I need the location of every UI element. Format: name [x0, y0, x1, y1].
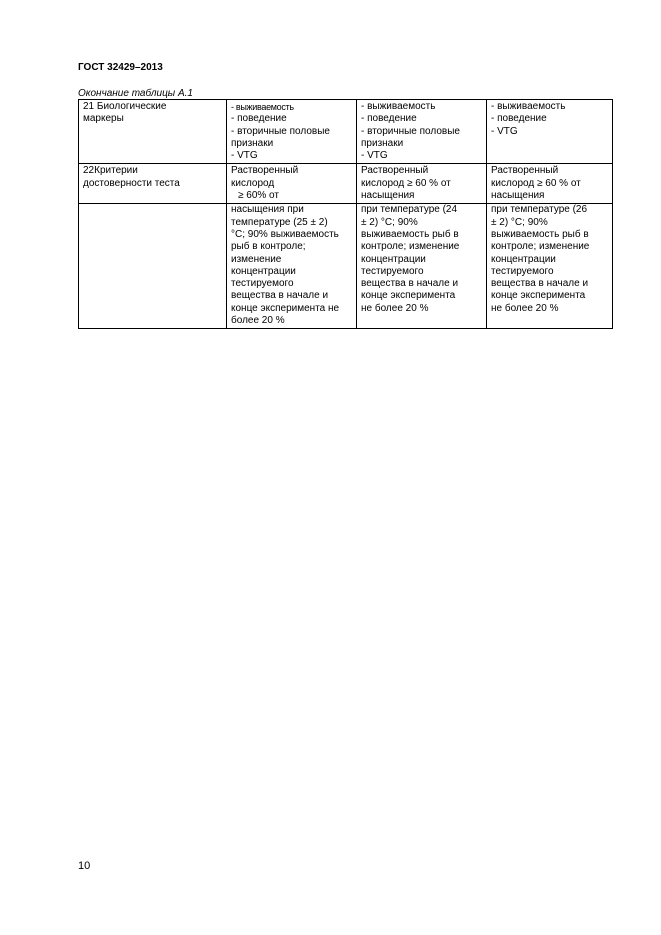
cell-line: - выживаемость	[231, 102, 294, 112]
cell-line: - VTG	[491, 125, 518, 137]
cell-line: 21 Биологические	[83, 101, 167, 112]
cell-line: - поведение	[361, 113, 417, 125]
cell-line: Растворенный	[361, 165, 429, 177]
cell-line: конце эксперимента	[491, 290, 586, 302]
table-row	[79, 164, 613, 204]
cell-line: 22Критерии	[83, 165, 138, 177]
table-cell	[487, 100, 613, 164]
cell-line: ± 2) °С; 90%	[361, 216, 418, 228]
cell-line: при температуре (26	[491, 204, 588, 216]
document-code: ГОСТ 32429–2013	[78, 62, 163, 73]
table-cell	[227, 100, 357, 164]
cell-line: маркеры	[83, 113, 124, 125]
cell-line: - VTG	[361, 150, 388, 162]
cell-line: насыщения	[361, 190, 415, 202]
cell-line: рыб в контроле;	[231, 241, 306, 253]
cell-line: - поведение	[491, 113, 547, 125]
cell-line: не более 20 %	[491, 302, 559, 314]
cell-line: изменение	[231, 253, 282, 265]
cell-line: кислород	[231, 177, 275, 189]
cell-line: не более 20 %	[361, 302, 429, 314]
cell-line: - выживаемость	[361, 101, 436, 112]
cell-line: - вторичные половые	[361, 125, 460, 137]
cell-line: ± 2) °С; 90%	[491, 216, 548, 228]
cell-line: контроле; изменение	[491, 241, 590, 253]
cell-line: более 20 %	[231, 315, 285, 327]
row-label-cell	[79, 100, 227, 164]
cell-line: контроле; изменение	[361, 241, 460, 253]
spec-table	[78, 99, 613, 329]
cell-line: достоверности теста	[83, 177, 180, 189]
cell-line: концентрации	[491, 253, 556, 265]
cell-line: признаки	[231, 137, 274, 149]
table-cell	[357, 204, 487, 329]
cell-line: ≥ 60% от	[238, 190, 279, 202]
page-number: 10	[78, 860, 91, 872]
cell-line: - VTG	[231, 150, 258, 162]
cell-line: конце эксперимента не	[231, 302, 340, 314]
cell-line: признаки	[361, 137, 404, 149]
cell-line: при температуре (24	[361, 204, 458, 216]
cell-line: выживаемость рыб в	[491, 228, 589, 240]
cell-line: - поведение	[231, 113, 287, 125]
cell-line: Растворенный	[231, 165, 299, 177]
cell-line: °С; 90% выживаемость	[231, 228, 339, 240]
cell-line: концентрации	[231, 265, 296, 277]
row-label-cell	[79, 164, 227, 204]
cell-line: вещества в начале и	[491, 278, 589, 290]
table-row	[79, 204, 613, 329]
table-cell	[357, 100, 487, 164]
table-cell	[357, 164, 487, 204]
cell-line: выживаемость рыб в	[361, 228, 459, 240]
table-caption: Окончание таблицы А.1	[78, 88, 193, 99]
cell-line: насыщения при	[231, 204, 304, 216]
cell-line: тестируемого	[361, 265, 424, 277]
table-row	[79, 100, 613, 164]
cell-line: конце эксперимента	[361, 290, 456, 302]
cell-line: тестируемого	[491, 265, 554, 277]
cell-line: кислород ≥ 60 % от	[361, 177, 451, 189]
cell-line: кислород ≥ 60 % от	[491, 177, 581, 189]
table-cell	[227, 204, 357, 329]
cell-line: - вторичные половые	[231, 125, 330, 137]
cell-line: концентрации	[361, 253, 426, 265]
row-label-cell	[79, 204, 227, 329]
table-cell	[487, 164, 613, 204]
cell-line: насыщения	[491, 190, 545, 202]
cell-line: - выживаемость	[491, 101, 566, 112]
cell-line: Растворенный	[491, 165, 559, 177]
cell-line: тестируемого	[231, 278, 294, 290]
table-cell	[487, 204, 613, 329]
cell-line: температуре (25 ± 2)	[231, 216, 328, 228]
table-cell	[227, 164, 357, 204]
cell-line: вещества в начале и	[231, 290, 329, 302]
cell-line: вещества в начале и	[361, 278, 459, 290]
